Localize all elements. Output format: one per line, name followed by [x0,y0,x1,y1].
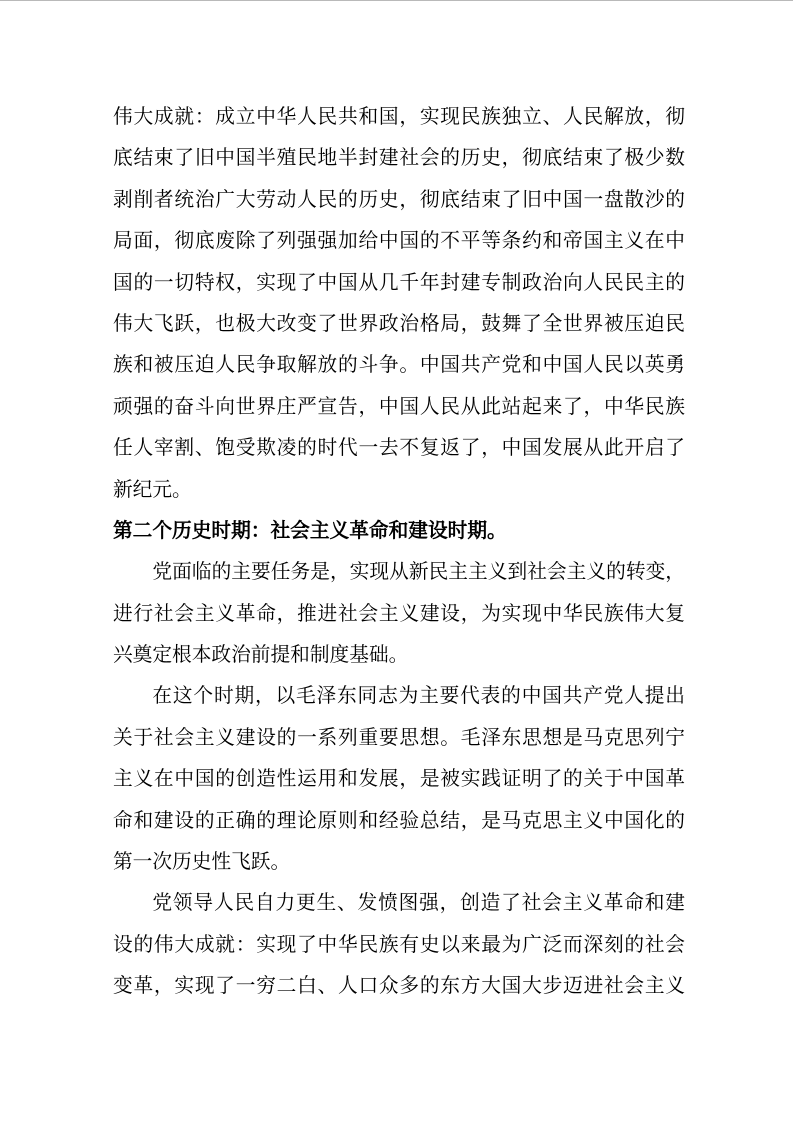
text-line: 伟大成就：成立中华人民共和国，实现民族独立、人民解放，彻 [113,106,685,128]
paragraph [113,97,685,511]
text-line: 新纪元。 [113,478,192,501]
text-line: 设的伟大成就：实现了中华民族有史以来最为广泛而深刻的社会 [113,933,685,956]
document-content [113,97,685,1008]
text-line: 进行社会主义革命，推进社会主义建设，为实现中华民族伟大复 [113,602,685,625]
text-line: 关于社会主义建设的一系列重要思想。毛泽东思想是马克思列宁 [113,726,685,749]
text-line: 党面临的主要任务是，实现从新民主主义到社会主义的转变， [152,561,685,584]
text-line: 变革，实现了一穷二白、人口众多的东方大国大步迈进社会主义 [113,975,685,998]
text-line: 国的一切特权，实现了中国从几千年封建专制政治向人民民主的 [113,271,685,294]
paragraph [113,676,685,883]
section-heading [113,511,685,552]
text-line: 局面，彻底废除了列强强加给中国的不平等条约和帝国主义在中 [113,230,685,253]
text-line: 命和建设的正确的理论原则和经验总结，是马克思主义中国化的 [113,809,685,832]
heading-line: 第二个历史时期：社会主义革命和建设时期。 [113,519,507,542]
text-line: 主义在中国的创造性运用和发展，是被实践证明了的关于中国革 [113,768,685,791]
text-line: 底结束了旧中国半殖民地半封建社会的历史，彻底结束了极少数 [113,147,685,170]
text-line: 顽强的奋斗向世界庄严宣告，中国人民从此站起来了，中华民族 [113,395,685,418]
text-line: 任人宰割、饱受欺凌的时代一去不复返了，中国发展从此开启了 [113,437,685,460]
text-line: 伟大飞跃，也极大改变了世界政治格局，鼓舞了全世界被压迫民 [113,312,685,335]
text-line: 党领导人民自力更生、发愤图强，创造了社会主义革命和建 [152,892,685,915]
paragraph [113,552,685,676]
text-line: 在这个时期，以毛泽东同志为主要代表的中国共产党人提出 [152,685,685,708]
text-line: 剥削者统治广大劳动人民的历史，彻底结束了旧中国一盘散沙的 [113,188,685,211]
text-line: 兴奠定根本政治前提和制度基础。 [113,644,409,667]
text-line: 族和被压迫人民争取解放的斗争。中国共产党和中国人民以英勇 [113,354,685,377]
paragraph [113,883,685,1007]
text-line: 第一次历史性飞跃。 [113,851,291,874]
